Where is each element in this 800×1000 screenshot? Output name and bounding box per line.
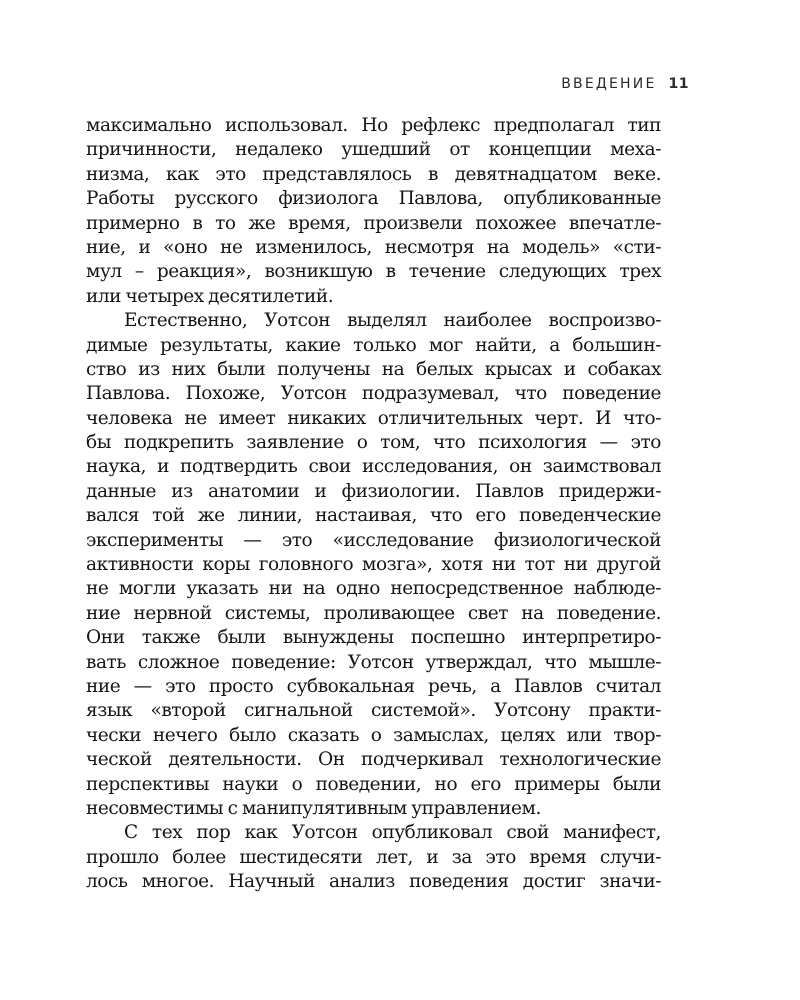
text-line: димые результаты, какие только мог найти, а большин-	[86, 334, 661, 356]
paragraph	[86, 114, 661, 309]
text-line: не могли указать ни на одно непосредственное наблюде-	[86, 578, 661, 600]
text-line: несовместимы с манипулятивным управлением.	[86, 797, 541, 819]
text-line: язык «второй сигнальной системой». Уотсону практи-	[86, 700, 661, 722]
text-line: эксперименты — это «исследование физиологической	[86, 529, 661, 551]
running-header	[0, 76, 689, 92]
text-line: лось многое. Научный анализ поведения достиг значи-	[86, 871, 661, 893]
text-line: мул – реакция», возникшую в течение следующих трех	[86, 261, 661, 283]
text-line: ство из них были получены на белых крысах и собаках	[86, 358, 661, 380]
text-line: Они также были вынуждены поспешно интерпретиро-	[86, 627, 661, 649]
text-line: Павлова. Похоже, Уотсон подразумевал, что поведение	[86, 383, 661, 405]
body-text	[86, 114, 661, 895]
text-line: С тех пор как Уотсон опубликовал свой манифест,	[124, 822, 661, 844]
text-line: наука, и подтвердить свои исследования, он заимствовал	[86, 456, 661, 478]
text-line: данные из анатомии и физиологии. Павлов придержи-	[86, 480, 661, 502]
text-line: примерно в то же время, произвели похожее впечатле-	[86, 212, 661, 234]
text-line: максимально использовал. Но рефлекс предполагал тип	[86, 115, 661, 136]
text-line: ческой деятельности. Он подчеркивал технологические	[86, 749, 661, 771]
text-line: перспективы науки о поведении, но его примеры были	[86, 773, 661, 795]
text-line: человека не имеет никаких отличительных черт. И что-	[86, 407, 661, 429]
text-line: активности коры головного мозга», хотя ни тот ни другой	[86, 554, 661, 576]
text-line: ние нервной системы, проливающее свет на поведение.	[86, 602, 661, 624]
text-line: прошло более шестидесяти лет, и за это время случи-	[86, 846, 661, 868]
section-title: ВВЕДЕНИЕ	[561, 76, 657, 92]
page-number: 11	[668, 76, 689, 92]
paragraph	[86, 821, 661, 894]
text-line: Естественно, Уотсон выделял наиболее воспроизво-	[124, 310, 661, 332]
text-line: вать сложное поведение: Уотсон утверждал, что мышле-	[86, 651, 661, 673]
text-line: Работы русского физиолога Павлова, опубликованные	[86, 188, 661, 210]
text-line: причинности, недалеко ушедший от концепции меха-	[86, 139, 661, 161]
text-line: чески нечего было сказать о замыслах, целях или твор-	[86, 724, 661, 746]
text-line: или четырех десятилетий.	[86, 285, 334, 307]
text-line: бы подкрепить заявление о том, что психология — это	[86, 432, 661, 454]
text-line: ние, и «оно не изменилось, несмотря на модель» «сти-	[86, 236, 661, 258]
text-line: низма, как это представлялось в девятнадцатом веке.	[86, 163, 661, 185]
paragraph	[86, 309, 661, 821]
text-line: вался той же линии, настаивая, что его поведенческие	[86, 505, 661, 527]
text-line: ние — это просто субвокальная речь, а Павлов считал	[86, 675, 661, 697]
